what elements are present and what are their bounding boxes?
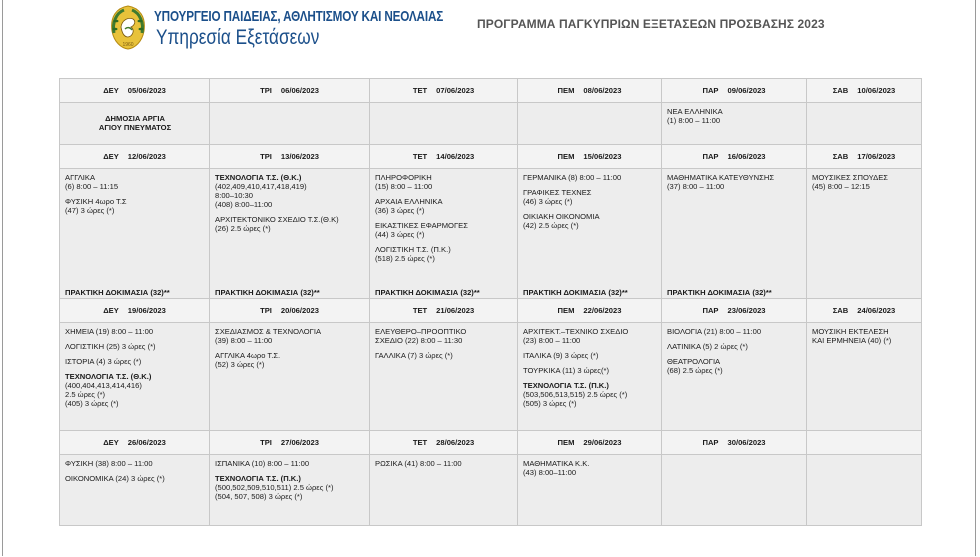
document-title: ΠΡΟΓΡΑΜΜΑ ΠΑΓΚΥΠΡΙΩΝ ΕΞΕΤΑΣΕΩΝ ΠΡΟΣΒΑΣΗΣ 2023 <box>477 17 825 31</box>
exam-cell <box>518 169 662 299</box>
exam-cell <box>210 323 370 431</box>
exam-subject: ΑΡΧΑΙΑ ΕΛΛΗΝΙΚΑ <box>375 197 443 206</box>
day-header <box>370 431 518 455</box>
exam-entry <box>65 474 205 483</box>
exam-detail: ΣΧΕΔΙΟ (22) 8:00 – 11:30 <box>375 336 463 345</box>
exam-entry <box>523 459 657 477</box>
exam-detail: (43) 8:00–11:00 <box>523 468 577 477</box>
exam-detail: (500,502,509,510,511) 2.5 ώρες (*) <box>215 483 334 492</box>
day-header <box>210 431 370 455</box>
day-name: ΤΡΙ <box>260 306 272 315</box>
week-exams-row <box>60 103 922 145</box>
week-header-row <box>60 79 922 103</box>
day-date: 16/06/2023 <box>727 152 766 161</box>
exam-subject: ΜΑΘΗΜΑΤΙΚΑ ΚΑΤΕΥΘΥΝΣΗΣ <box>667 173 775 182</box>
day-header <box>807 299 922 323</box>
exam-entry <box>65 197 205 215</box>
exam-cell <box>518 323 662 431</box>
exam-cell <box>518 103 662 145</box>
exam-schedule-table <box>59 78 922 526</box>
exam-cell <box>210 455 370 526</box>
day-name: ΠΕΜ <box>557 152 575 161</box>
day-header <box>370 79 518 103</box>
exam-subject: ΤΟΥΡΚΙΚΑ (11) 3 ώρες(*) <box>523 366 609 375</box>
day-date: 12/06/2023 <box>127 152 166 161</box>
day-name: ΔΕΥ <box>103 306 119 315</box>
day-date: 06/06/2023 <box>280 86 319 95</box>
day-name: ΠΑΡ <box>702 152 719 161</box>
exam-entry <box>375 459 513 468</box>
day-header <box>662 145 807 169</box>
exam-subject: ΡΩΣΙΚΑ (41) 8:00 – 11:00 <box>375 459 462 468</box>
exam-cell <box>210 169 370 299</box>
service-name: Υπηρεσία Εξετάσεων <box>156 26 320 49</box>
exam-entry <box>523 327 657 345</box>
exam-entry <box>65 342 205 351</box>
exam-detail: (400,404,413,414,416) <box>65 381 142 390</box>
exam-cell <box>210 103 370 145</box>
exam-detail: (15) 8:00 – 11:00 <box>375 182 433 191</box>
exam-entry <box>375 173 513 191</box>
day-header <box>518 299 662 323</box>
day-header <box>807 431 922 455</box>
exam-entry <box>523 173 657 182</box>
exam-detail: (68) 2.5 ώρες (*) <box>667 366 723 375</box>
exam-detail: (505) 3 ώρες (*) <box>523 399 577 408</box>
day-name: ΤΕΤ <box>412 306 428 315</box>
exam-entry <box>215 215 365 233</box>
exam-subject: ΕΙΚΑΣΤΙΚΕΣ ΕΦΑΡΜΟΓΕΣ <box>375 221 468 230</box>
day-header <box>518 145 662 169</box>
exam-entry <box>215 474 365 501</box>
day-header <box>60 299 210 323</box>
exam-cell <box>807 169 922 299</box>
exam-subject: ΕΛΕΥΘΕΡΟ–ΠΡΟΟΠΤΙΚΟ <box>375 327 467 336</box>
exam-subject: ΙΣΤΟΡΙΑ (4) 3 ώρες (*) <box>65 357 142 366</box>
practical-test-note: ΠΡΑΚΤΙΚΗ ΔΟΚΙΜΑΣΙΑ (32)** <box>667 288 772 297</box>
day-header <box>210 79 370 103</box>
exam-cell <box>807 103 922 145</box>
exam-entry <box>65 357 205 366</box>
day-name: ΠΕΜ <box>557 306 575 315</box>
exam-subject: ΘΕΑΤΡΟΛΟΓΙΑ <box>667 357 721 366</box>
day-header <box>662 431 807 455</box>
day-date: 19/06/2023 <box>127 306 166 315</box>
day-date: 27/06/2023 <box>280 438 319 447</box>
exam-entry <box>215 327 365 345</box>
exam-entry <box>667 173 802 191</box>
day-header <box>807 79 922 103</box>
exam-detail: (408) 8:00–11:00 <box>215 200 273 209</box>
exam-detail: (504, 507, 508) 3 ώρες (*) <box>215 492 303 501</box>
day-name: ΠΑΡ <box>702 438 719 447</box>
exam-entry <box>375 245 513 263</box>
exam-entry <box>812 327 917 345</box>
exam-subject: ΛΟΓΙΣΤΙΚΗ (25) 3 ώρες (*) <box>65 342 156 351</box>
day-date: 10/06/2023 <box>857 86 896 95</box>
exam-subject: ΛΟΓΙΣΤΙΚΗ Τ.Σ. (Π.Κ.) <box>375 245 451 254</box>
holiday-line: ΑΓΙΟΥ ΠΝΕΥΜΑΤΟΣ <box>98 123 172 132</box>
exam-detail: (39) 8:00 – 11:00 <box>215 336 273 345</box>
exam-detail: (36) 3 ώρες (*) <box>375 206 425 215</box>
week-exams-row <box>60 455 922 526</box>
exam-detail: (47) 3 ώρες (*) <box>65 206 115 215</box>
exam-subject: ΤΕΧΝΟΛΟΓΙΑ Τ.Σ. (Θ.Κ.) <box>215 173 302 182</box>
exam-entry <box>667 107 802 125</box>
exam-cell <box>662 323 807 431</box>
exam-detail: 2.5 ώρες (*) <box>65 390 106 399</box>
exam-cell <box>370 103 518 145</box>
day-header <box>662 299 807 323</box>
exam-entry <box>65 372 205 408</box>
day-date: 14/06/2023 <box>436 152 475 161</box>
day-header <box>518 431 662 455</box>
exam-subject: ΑΡΧΙΤΕΚΤΟΝΙΚΟ ΣΧΕΔΙΟ Τ.Σ.(Θ.Κ) <box>215 215 339 224</box>
exam-detail: ΚΑΙ ΕΡΜΗΝΕΙΑ (40) (*) <box>812 336 892 345</box>
exam-entry <box>65 459 205 468</box>
exam-cell <box>807 323 922 431</box>
exam-subject: ΦΥΣΙΚΗ 4ωρο Τ.Σ <box>65 197 127 206</box>
exam-detail: 8:00–10:30 <box>215 191 254 200</box>
exam-entry <box>215 459 365 468</box>
day-header <box>210 299 370 323</box>
cyprus-emblem-icon <box>106 3 150 51</box>
exam-detail: (44) 3 ώρες (*) <box>375 230 425 239</box>
day-date: 23/06/2023 <box>727 306 766 315</box>
exam-subject: ΣΧΕΔΙΑΣΜΟΣ & ΤΕΧΝΟΛΟΓΙΑ <box>215 327 322 336</box>
day-date: 13/06/2023 <box>280 152 319 161</box>
exam-subject: ΤΕΧΝΟΛΟΓΙΑ Τ.Σ. (Π.Κ.) <box>523 381 609 390</box>
day-name: ΠΑΡ <box>702 306 719 315</box>
day-name: ΤΡΙ <box>260 86 272 95</box>
exam-entry <box>375 327 513 345</box>
exam-cell <box>60 323 210 431</box>
exam-entry <box>375 221 513 239</box>
practical-test-note: ΠΡΑΚΤΙΚΗ ΔΟΚΙΜΑΣΙΑ (32)** <box>375 288 480 297</box>
exam-entry <box>65 173 205 191</box>
week-header-row <box>60 431 922 455</box>
practical-test-note: ΠΡΑΚΤΙΚΗ ΔΟΚΙΜΑΣΙΑ (32)** <box>65 288 170 297</box>
exam-cell <box>807 455 922 526</box>
day-date: 22/06/2023 <box>583 306 622 315</box>
exam-entry <box>667 357 802 375</box>
day-date: 09/06/2023 <box>727 86 766 95</box>
day-header <box>60 431 210 455</box>
exam-subject: ΑΓΓΛΙΚΑ 4ωρο Τ.Σ. <box>215 351 281 360</box>
exam-entry <box>523 351 657 360</box>
day-date: 15/06/2023 <box>583 152 622 161</box>
exam-cell <box>518 455 662 526</box>
week-exams-row <box>60 323 922 431</box>
day-header <box>518 79 662 103</box>
day-header <box>807 145 922 169</box>
day-date: 05/06/2023 <box>127 86 166 95</box>
exam-subject: ΜΑΘΗΜΑΤΙΚΑ Κ.Κ. <box>523 459 590 468</box>
week-exams-row <box>60 169 922 299</box>
holiday-note <box>65 107 205 132</box>
day-header <box>60 79 210 103</box>
day-date: 24/06/2023 <box>857 306 896 315</box>
exam-detail: (37) 8:00 – 11:00 <box>667 182 725 191</box>
holiday-line: ΔΗΜΟΣΙΑ ΑΡΓΙΑ <box>105 114 165 123</box>
day-name: ΔΕΥ <box>103 86 119 95</box>
exam-detail: (26) 2.5 ώρες (*) <box>215 224 271 233</box>
exam-subject: ΜΟΥΣΙΚΕΣ ΣΠΟΥΔΕΣ <box>812 173 888 182</box>
exam-entry <box>812 173 917 191</box>
exam-detail: (23) 8:00 – 11:00 <box>523 336 581 345</box>
day-date: 30/06/2023 <box>727 438 766 447</box>
exam-subject: ΛΑΤΙΝΙΚΑ (5) 2 ώρες (*) <box>667 342 748 351</box>
day-name: ΔΕΥ <box>103 438 119 447</box>
day-header <box>210 145 370 169</box>
exam-detail: (405) 3 ώρες (*) <box>65 399 119 408</box>
day-name: ΔΕΥ <box>103 152 119 161</box>
exam-entry <box>523 188 657 206</box>
practical-test-note: ΠΡΑΚΤΙΚΗ ΔΟΚΙΜΑΣΙΑ (32)** <box>215 288 320 297</box>
exam-detail: (6) 8:00 – 11:15 <box>65 182 119 191</box>
exam-entry <box>215 173 365 209</box>
week-header-row <box>60 299 922 323</box>
exam-entry <box>375 197 513 215</box>
exam-cell <box>662 103 807 145</box>
exam-detail: (402,409,410,417,418,419) <box>215 182 307 191</box>
day-header <box>60 145 210 169</box>
day-date: 21/06/2023 <box>436 306 475 315</box>
exam-subject: ΙΣΠΑΝΙΚΑ (10) 8:00 – 11:00 <box>215 459 310 468</box>
day-date: 28/06/2023 <box>436 438 475 447</box>
day-name: ΠΕΜ <box>557 86 575 95</box>
exam-subject: ΟΙΚΟΝΟΜΙΚΑ (24) 3 ώρες (*) <box>65 474 165 483</box>
exam-subject: ΧΗΜΕΙΑ (19) 8:00 – 11:00 <box>65 327 154 336</box>
day-name: ΠΕΜ <box>557 438 575 447</box>
svg-text:1960: 1960 <box>122 42 134 48</box>
exam-subject: ΓΑΛΛΙΚΑ (7) 3 ώρες (*) <box>375 351 453 360</box>
day-name: ΠΑΡ <box>702 86 719 95</box>
exam-subject: ΟΙΚΙΑΚΗ ΟΙΚΟΝΟΜΙΑ <box>523 212 600 221</box>
exam-subject: ΓΡΑΦΙΚΕΣ ΤΕΧΝΕΣ <box>523 188 592 197</box>
day-name: ΣΑΒ <box>832 152 849 161</box>
day-name: ΤΕΤ <box>412 152 428 161</box>
exam-cell <box>370 455 518 526</box>
day-name: ΣΑΒ <box>832 86 849 95</box>
exam-detail: (46) 3 ώρες (*) <box>523 197 573 206</box>
exam-entry <box>667 342 802 351</box>
exam-detail: (42) 2.5 ώρες (*) <box>523 221 579 230</box>
exam-subject: ΠΛΗΡΟΦΟΡΙΚΗ <box>375 173 432 182</box>
exam-subject: ΤΕΧΝΟΛΟΓΙΑ Τ.Σ. (Π.Κ.) <box>215 474 301 483</box>
exam-cell <box>60 169 210 299</box>
day-date: 20/06/2023 <box>280 306 319 315</box>
exam-subject: ΝΕΑ ΕΛΛΗΝΙΚΑ <box>667 107 723 116</box>
exam-subject: ΒΙΟΛΟΓΙΑ (21) 8:00 – 11:00 <box>667 327 762 336</box>
exam-entry <box>215 351 365 369</box>
exam-subject: ΑΡΧΙΤΕΚΤ.–ΤΕΧΝΙΚΟ ΣΧΕΔΙΟ <box>523 327 629 336</box>
day-date: 07/06/2023 <box>436 86 475 95</box>
exam-entry <box>523 381 657 408</box>
exam-cell <box>662 169 807 299</box>
day-name: ΤΕΤ <box>412 438 428 447</box>
day-date: 08/06/2023 <box>583 86 622 95</box>
exam-detail: (503,506,513,515) 2.5 ώρες (*) <box>523 390 628 399</box>
day-name: ΤΡΙ <box>260 438 272 447</box>
day-date: 26/06/2023 <box>127 438 166 447</box>
day-name: ΤΡΙ <box>260 152 272 161</box>
exam-detail: (518) 2.5 ώρες (*) <box>375 254 435 263</box>
day-date: 29/06/2023 <box>583 438 622 447</box>
exam-entry <box>65 327 205 336</box>
day-name: ΣΑΒ <box>832 306 849 315</box>
exam-subject: ΓΕΡΜΑΝΙΚΑ (8) 8:00 – 11:00 <box>523 173 622 182</box>
exam-cell <box>60 103 210 145</box>
day-header <box>370 299 518 323</box>
exam-cell <box>370 169 518 299</box>
day-header <box>370 145 518 169</box>
exam-subject: ΦΥΣΙΚΗ (38) 8:00 – 11:00 <box>65 459 153 468</box>
exam-entry <box>523 212 657 230</box>
exam-detail: (45) 8:00 – 12:15 <box>812 182 870 191</box>
exam-entry <box>667 327 802 336</box>
exam-cell <box>370 323 518 431</box>
ministry-name: ΥΠΟΥΡΓΕΙΟ ΠΑΙΔΕΙΑΣ, ΑΘΛΗΤΙΣΜΟΥ ΚΑΙ ΝΕΟΛΑΙΑΣ <box>154 8 444 25</box>
day-name: ΤΕΤ <box>412 86 428 95</box>
exam-detail: (52) 3 ώρες (*) <box>215 360 265 369</box>
exam-entry <box>375 351 513 360</box>
exam-subject: ΑΓΓΛΙΚΑ <box>65 173 96 182</box>
exam-cell <box>60 455 210 526</box>
week-header-row <box>60 145 922 169</box>
exam-entry <box>523 366 657 375</box>
day-header <box>662 79 807 103</box>
exam-subject: ΤΕΧΝΟΛΟΓΙΑ Τ.Σ. (Θ.Κ.) <box>65 372 152 381</box>
exam-cell <box>662 455 807 526</box>
exam-subject: ΙΤΑΛΙΚΑ (9) 3 ώρες (*) <box>523 351 599 360</box>
day-date: 17/06/2023 <box>857 152 896 161</box>
exam-detail: (1) 8:00 – 11:00 <box>667 116 721 125</box>
exam-subject: ΜΟΥΣΙΚΗ ΕΚΤΕΛΕΣΗ <box>812 327 889 336</box>
practical-test-note: ΠΡΑΚΤΙΚΗ ΔΟΚΙΜΑΣΙΑ (32)** <box>523 288 628 297</box>
